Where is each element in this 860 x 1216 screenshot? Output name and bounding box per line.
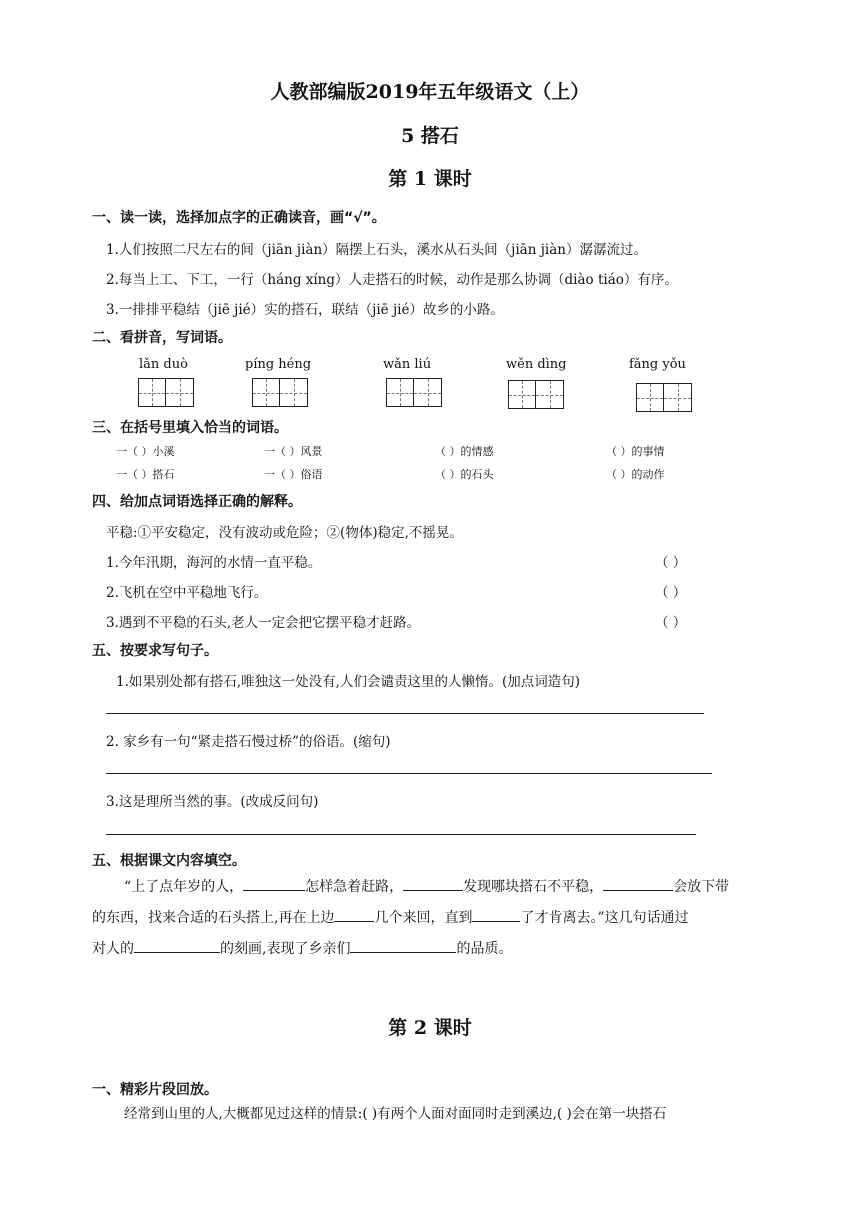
q5-item-3: 3.这是理所当然的事。(改成反问句) bbox=[106, 794, 319, 810]
q6-blank-5[interactable] bbox=[472, 907, 520, 922]
q1-item-3: 3.一排排平稳结（jiē jié）实的搭石，联结（jiē jié）故乡的小路。 bbox=[106, 302, 504, 318]
char-grid-4[interactable] bbox=[508, 380, 564, 409]
p2-heading: 一、精彩片段回放。 bbox=[92, 1082, 218, 1098]
q6-blank-6[interactable] bbox=[134, 938, 220, 953]
q3-r2-c2: 一（ ）俗语 bbox=[264, 468, 323, 481]
q3-r1-c1: 一（ ）小溪 bbox=[116, 445, 175, 458]
q3-r1-c3: （ ）的情感 bbox=[435, 445, 494, 458]
char-grid-1[interactable] bbox=[138, 378, 194, 407]
q6-blank-7[interactable] bbox=[350, 938, 456, 953]
q5-answer-line-3[interactable] bbox=[106, 834, 696, 835]
q3-heading: 三、在括号里填入恰当的词语。 bbox=[92, 420, 288, 436]
lesson-title: 5 搭石 bbox=[401, 125, 459, 147]
q3-r2-c1: 一（ ）搭石 bbox=[116, 468, 175, 481]
q3-r1-c4: （ ）的事情 bbox=[606, 445, 665, 458]
q4-item-2: 2.飞机在空中平稳地飞行。 bbox=[106, 585, 268, 601]
q1-item-1: 1.人们按照二尺左右的间（jiān jiàn）隔摆上石头，溪水从石头间（jiān jiàn）潺潺流过。 bbox=[106, 242, 647, 258]
q6-blank-3[interactable] bbox=[603, 876, 673, 891]
q6-line-1: “上了点年岁的人， 怎样急着赶路， 发现哪块搭石不平稳， 会放下带 bbox=[124, 876, 729, 896]
q6-blank-1[interactable] bbox=[243, 876, 305, 891]
q4-definition: 平稳:①平安稳定，没有波动或危险；②(物体)稳定,不摇晃。 bbox=[106, 525, 463, 541]
q3-r1-c2: 一（ ）风景 bbox=[264, 445, 323, 458]
q4-answer-2[interactable]: （ ） bbox=[655, 585, 687, 601]
q6-line-3: 对人的 的刻画,表现了乡亲们 的品质。 bbox=[92, 938, 512, 958]
q6-line-2: 的东西，找来合适的石头搭上,再在上边 几个来回，直到 了才肯离去。”这几句话通过 bbox=[92, 907, 689, 927]
q3-r2-c4: （ ）的动作 bbox=[606, 468, 665, 481]
period-2-title: 第 2 课时 bbox=[388, 1017, 472, 1039]
q6-blank-2[interactable] bbox=[403, 876, 463, 891]
q2-heading: 二、看拼音，写词语。 bbox=[92, 330, 232, 346]
q5-answer-line-1[interactable] bbox=[106, 713, 704, 714]
page-title: 人教部编版2019年五年级语文（上） bbox=[270, 81, 590, 103]
p2-text: 经常到山里的人,大概都见过这样的情景:( )有两个人面对面同时走到溪边,( )会在第一块搭石 bbox=[124, 1106, 667, 1122]
pinyin-4: wěn dìng bbox=[506, 357, 567, 372]
q4-answer-3[interactable]: （ ） bbox=[655, 615, 687, 631]
q4-item-3: 3.遇到不平稳的石头,老人一定会把它摆平稳才赶路。 bbox=[106, 615, 421, 631]
char-grid-3[interactable] bbox=[386, 378, 442, 407]
pinyin-3: wǎn liú bbox=[383, 357, 432, 372]
q5-item-2: 2. 家乡有一句“紧走搭石慢过桥”的俗语。(缩句) bbox=[106, 734, 391, 750]
q1-item-2: 2.每当上工、下工，一行（háng xíng）人走搭石的时候，动作是那么协调（diào tiáo）有序。 bbox=[106, 272, 678, 288]
q4-answer-1[interactable]: （ ） bbox=[655, 555, 687, 571]
char-grid-2[interactable] bbox=[252, 378, 308, 407]
period-1-title: 第 1 课时 bbox=[388, 168, 472, 190]
q3-r2-c3: （ ）的石头 bbox=[435, 468, 494, 481]
q5-item-1: 1.如果别处都有搭石,唯独这一处没有,人们会谴责这里的人懒惰。(加点词造句) bbox=[116, 674, 580, 690]
q4-item-1: 1.今年汛期，海河的水情一直平稳。 bbox=[106, 555, 322, 571]
char-grid-5[interactable] bbox=[636, 383, 692, 412]
pinyin-2: píng héng bbox=[245, 357, 312, 372]
pinyin-5: fǎng yǒu bbox=[629, 357, 686, 372]
q5-answer-line-2[interactable] bbox=[106, 773, 712, 774]
pinyin-1: lǎn duò bbox=[139, 357, 188, 372]
q4-heading: 四、给加点词语选择正确的解释。 bbox=[92, 494, 302, 510]
q5-heading: 五、按要求写句子。 bbox=[92, 643, 218, 659]
q1-heading: 一、读一读，选择加点字的正确读音，画“√”。 bbox=[92, 210, 386, 226]
q6-blank-4[interactable] bbox=[334, 907, 374, 922]
q6-heading: 五、根据课文内容填空。 bbox=[92, 853, 246, 869]
